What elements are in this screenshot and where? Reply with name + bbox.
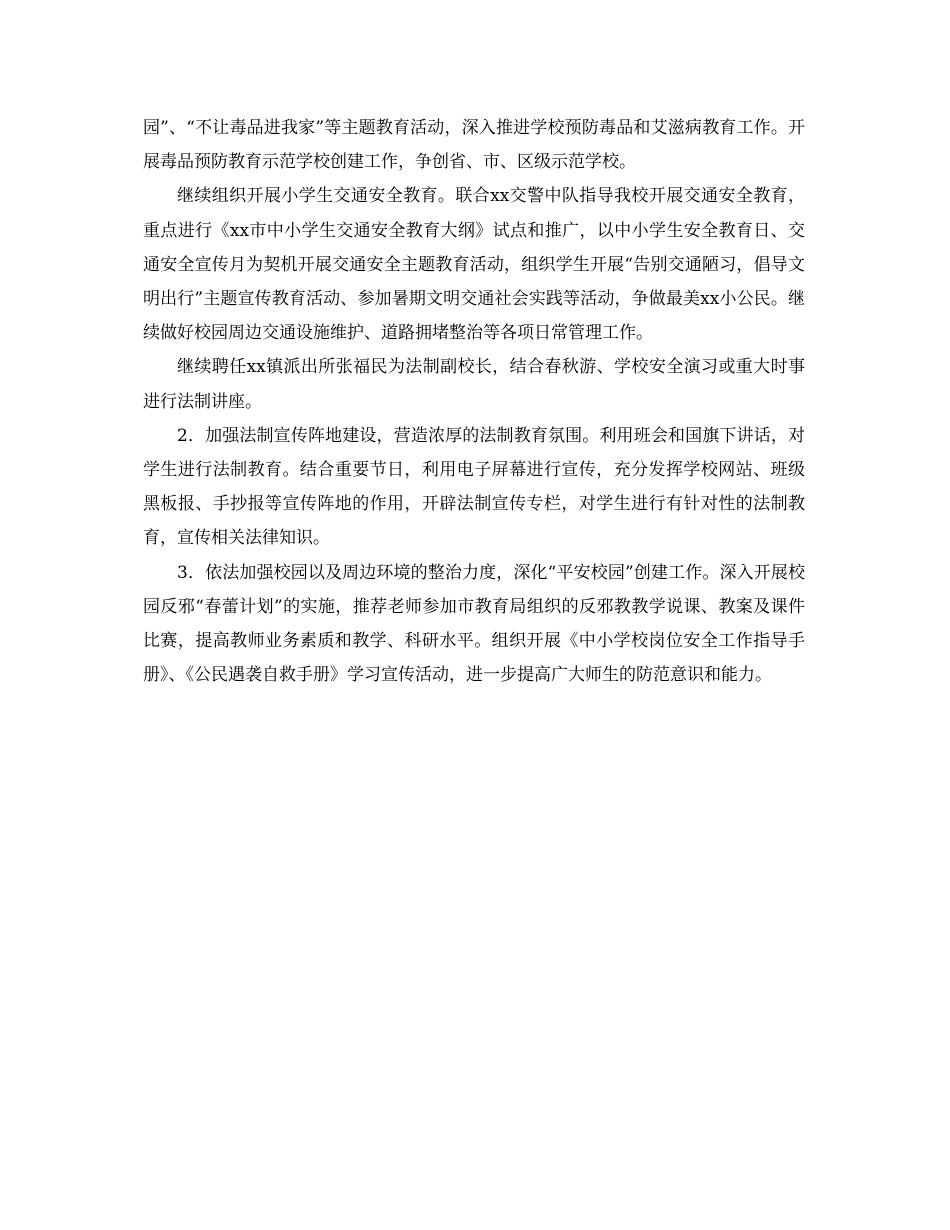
- document-body: [143, 111, 805, 692]
- paragraph-item-3: 3．依法加强校园以及周边环境的整治力度，深化“平安校园”创建工作。深入开展校园反邪“春蕾计划”的实施，推荐老师参加市教育局组织的反邪教教学说课、教案及课件比赛，提高教师业务素质和教学、科研水平。组织开展《中小学校岗位安全工作指导手册》、《公民遇袭自救手册》学习宣传活动，进一步提高广大师生的防范意识和能力。: [143, 562, 805, 686]
- paragraph-continuation: 园”、“不让毒品进我家”等主题教育活动，深入推进学校预防毒品和艾滋病教育工作。开展毒品预防教育示范学校创建工作，争创省、市、区级示范学校。: [143, 118, 805, 173]
- paragraph-traffic-safety: 继续组织开展小学生交通安全教育。联合xx交警中队指导我校开展交通安全教育，重点进行《xx市中小学生交通安全教育大纲》试点和推广，以中小学生安全教育日、交通安全宣传月为契机开展交通安全主题教育活动，组织学生开展“告别交通陋习，倡导文明出行”主题宣传教育活动、参加暑期文明交通社会实践等活动，争做最美xx小公民。继续做好校园周边交通设施维护、道路拥堵整治等各项日常管理工作。: [143, 186, 805, 344]
- paragraph-legal-vice-principal: 继续聘任xx镇派出所张福民为法制副校长，结合春秋游、学校安全演习或重大时事进行法制讲座。: [143, 357, 805, 412]
- paragraph-item-2: 2．加强法制宣传阵地建设，营造浓厚的法制教育氛围。利用班会和国旗下讲话，对学生进行法制教育。结合重要节日，利用电子屏幕进行宣传，充分发挥学校网站、班级黑板报、手抄报等宣传阵地的作用，开辟法制宣传专栏，对学生进行有针对性的法制教育，宣传相关法律知识。: [143, 425, 805, 549]
